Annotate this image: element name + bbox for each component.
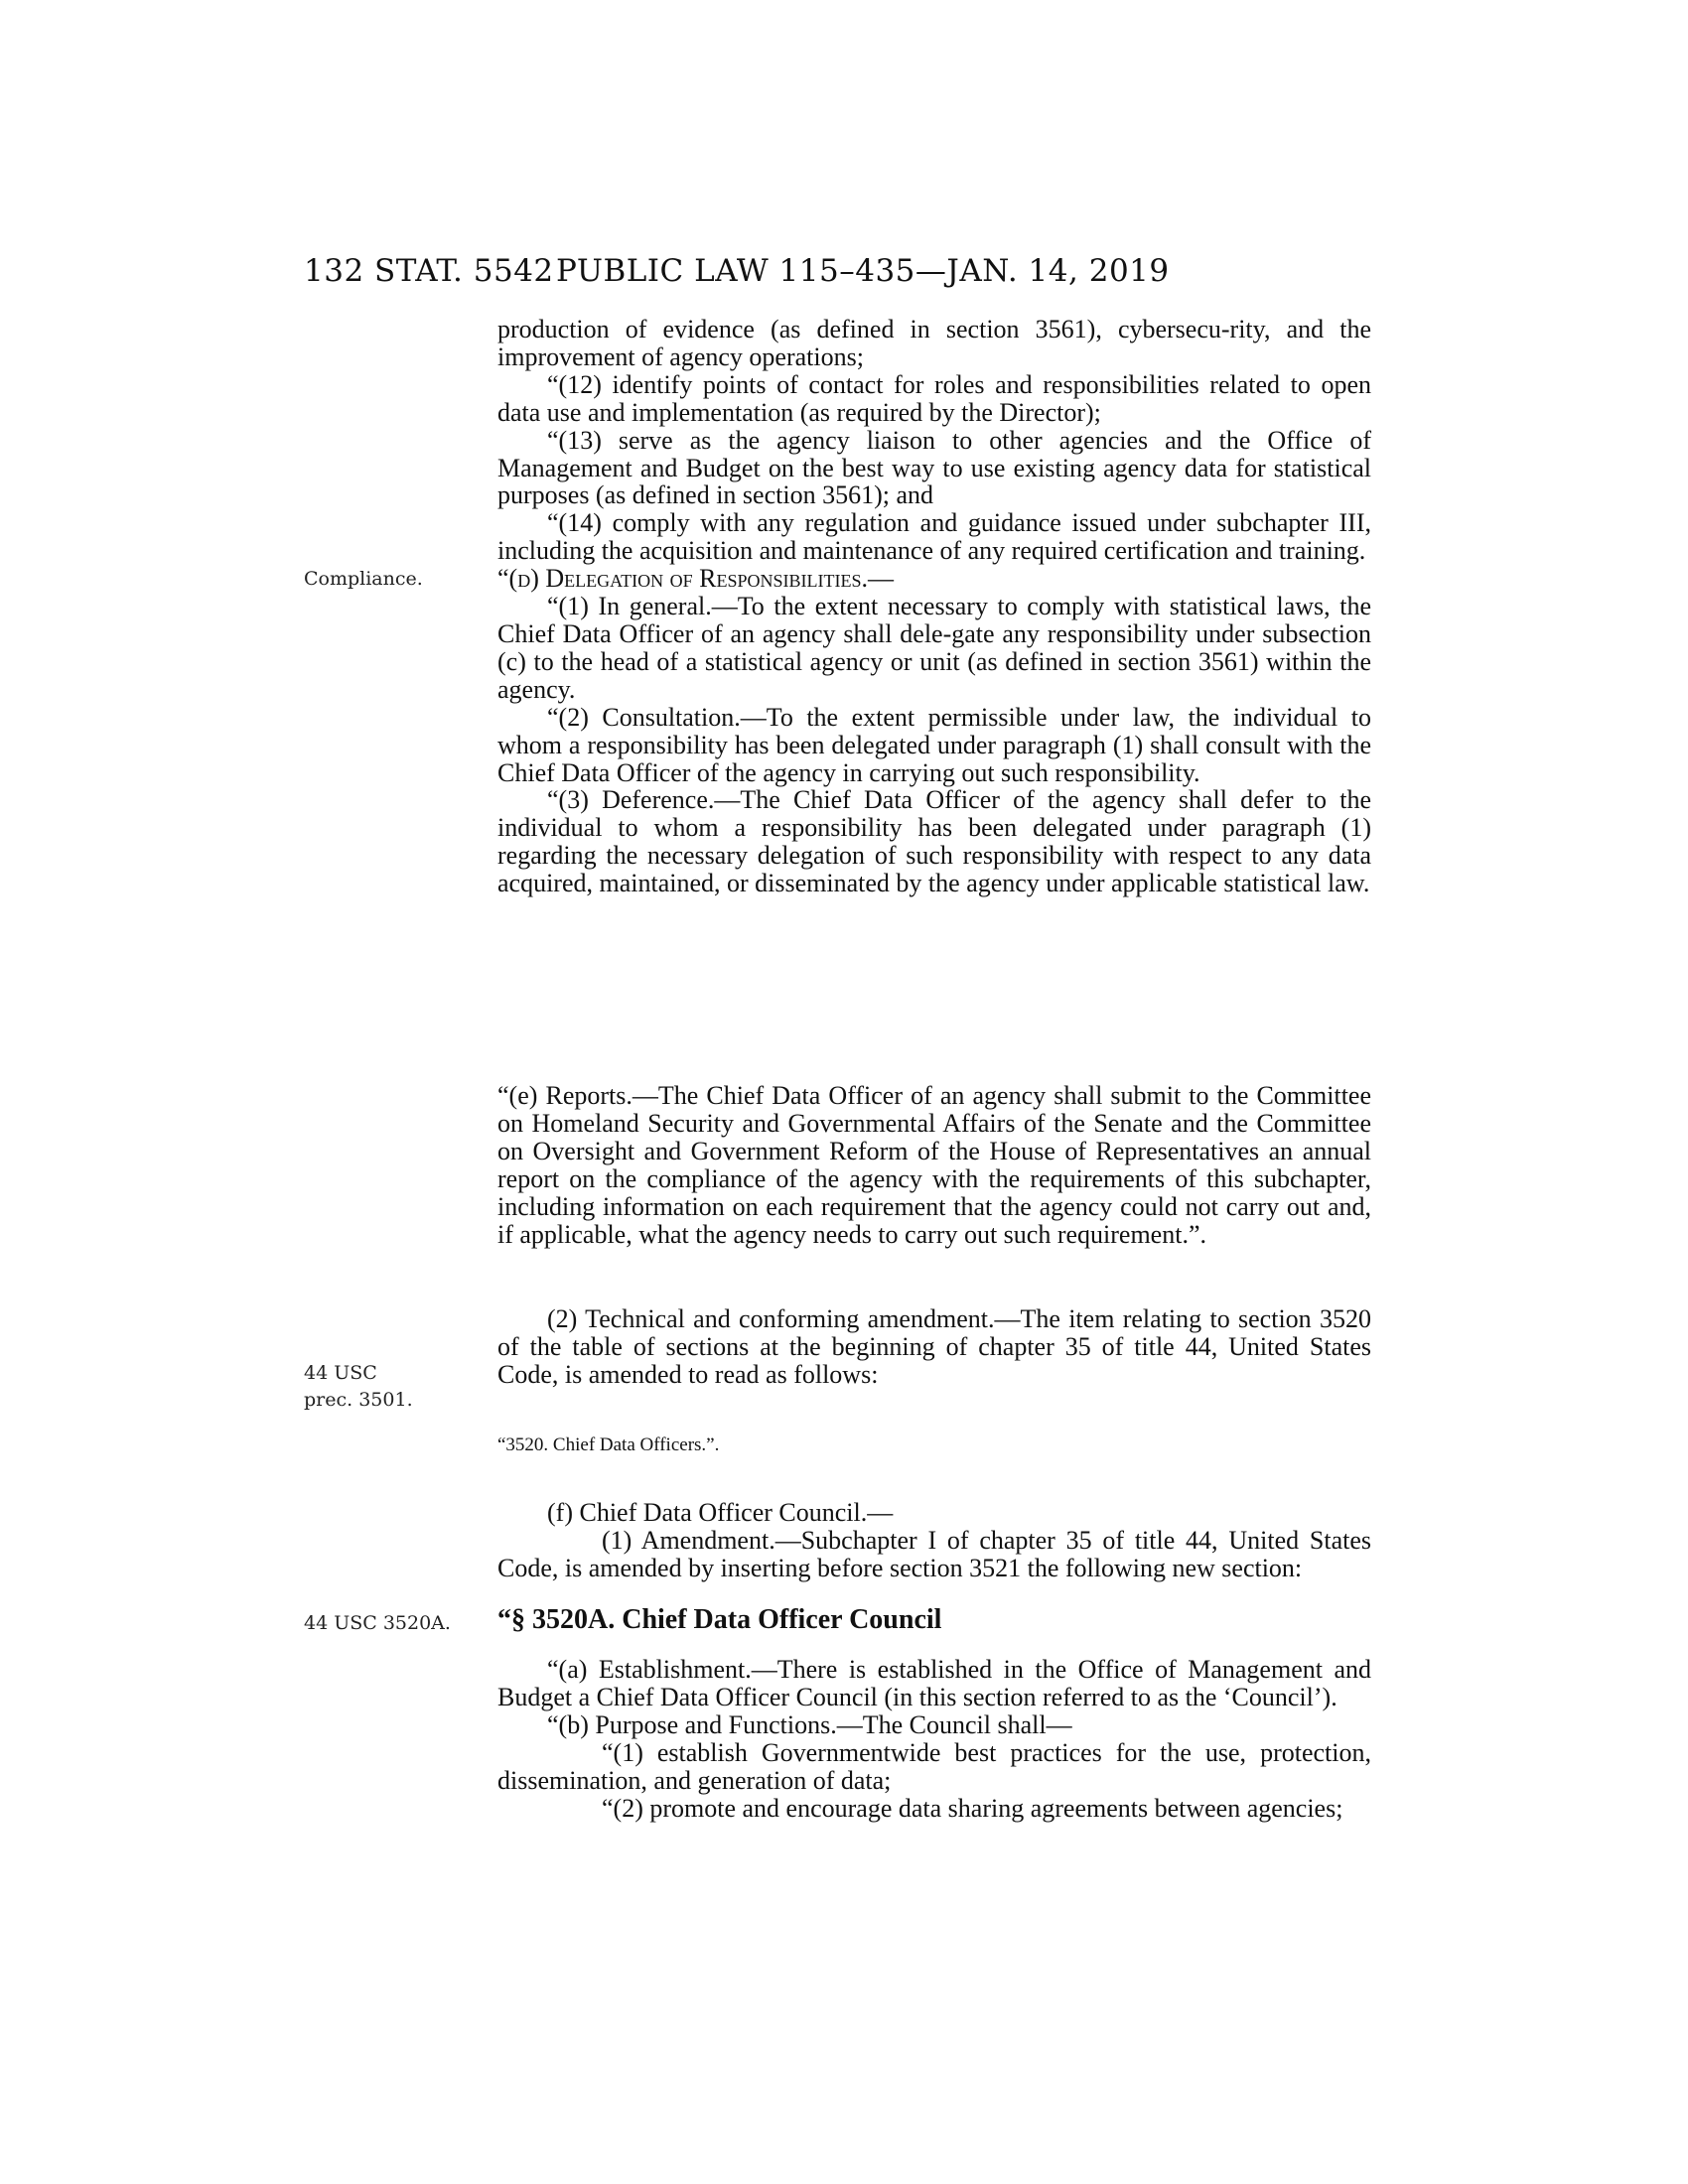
- paragraph-production-of-evidence: production of evidence (as defined in section 3561), cybersecu-rity, and the improvement of agency operations;: [497, 315, 1371, 371]
- paragraph-b2: “(2) promote and encourage data sharing agreements between agencies;: [602, 1793, 1343, 1823]
- stat-page-number: 132 STAT. 5542: [304, 253, 554, 289]
- section-3520a-heading: “§ 3520A. Chief Data Officer Council: [497, 1604, 942, 1635]
- margin-note-usc-3520a: 44 USC 3520A.: [304, 1612, 451, 1634]
- council-text: [497, 1499, 1371, 1582]
- paragraph-14: “(14) comply with any regulation and guidance issued under subchapter III, including the acquisition and maintenance of any required certification and training.: [497, 508, 1371, 566]
- margin-note-usc-prec-line2: prec. 3501.: [304, 1389, 413, 1411]
- paragraph-d2: “(2) Consultation.—To the extent permissible under law, the individual to whom a responsibility has been delegated under paragraph (1) shall consult with the Chief Data Officer of the agency in carrying out such responsibility.: [497, 702, 1371, 787]
- subsection-a-establishment: “(a) Establishment.—There is established in the Office of Management and Budget a Chief Data Officer Council (in this section referred to as the ‘Council’).: [497, 1655, 1371, 1711]
- subsection-f-heading: (f) Chief Data Officer Council.—: [547, 1498, 894, 1527]
- toc-entry: “3520. Chief Data Officers.”.: [497, 1434, 720, 1455]
- section-3520a-text: [497, 1656, 1371, 1822]
- paragraph-f1-amendment: (1) Amendment.—Subchapter I of chapter 35 of title 44, United States Code, is amended by inserting before section 3521 the following new section:: [497, 1525, 1371, 1582]
- margin-note-usc-prec: [304, 1360, 413, 1414]
- law-title: PUBLIC LAW 115–435—JAN. 14, 2019: [556, 253, 1170, 289]
- paragraph-technical-amendment: (2) Technical and conforming amendment.—The item relating to section 3520 of the table of sections at the beginning of chapter 35 of title 44, United States Code, is amended to read as follows:: [497, 1304, 1371, 1389]
- reports-text: [497, 1082, 1371, 1248]
- main-text: [497, 316, 1371, 897]
- paragraph-12: “(12) identify points of contact for roles and responsibilities related to open data use and implementation (as required by the Director);: [497, 369, 1371, 427]
- paragraph-d1: “(1) In general.—To the extent necessary to comply with statistical laws, the Chief Data Officer of an agency shall dele-gate any responsibility under subsection (c) to the head of a statistical agency or unit (as defined in section 3561) within the agency.: [497, 592, 1371, 704]
- technical-amendment: [497, 1305, 1371, 1389]
- paragraph-b1: “(1) establish Governmentwide best practices for the use, protection, dissemination, and generation of data;: [497, 1737, 1371, 1795]
- paragraph-13: “(13) serve as the agency liaison to other agencies and the Office of Management and Budget on the best way to use existing agency data for statistical purposes (as defined in section 3561); and: [497, 425, 1371, 510]
- margin-note-usc-prec-line1: 44 USC: [304, 1362, 377, 1384]
- margin-note-compliance: Compliance.: [304, 568, 423, 590]
- paragraph-d3: “(3) Deference.—The Chief Data Officer of the agency shall defer to the individual to whom a responsibility has been delegated under paragraph (1) regarding the necessary delegation of such responsibility with respect to any data acquired, maintained, or disseminated by the agency under applicable statistical law.: [497, 785, 1371, 898]
- subsection-e-text: “(e) Reports.—The Chief Data Officer of an agency shall submit to the Committee on Homeland Security and Governmental Affairs of the Senate and the Committee on Oversight and Government Reform of the House of Representatives an annual report on the compliance of the agency with the requirements of this subchapter, including information on each requirement that the agency could not carry out and, if applicable, what the agency needs to carry out such requirement.”.: [497, 1081, 1371, 1249]
- subsection-d-heading: “(d) Delegation of Responsibilities.—: [497, 564, 894, 594]
- subsection-b-heading: “(b) Purpose and Functions.—The Council shall—: [547, 1709, 1072, 1739]
- subsection-e: [497, 1082, 1371, 1248]
